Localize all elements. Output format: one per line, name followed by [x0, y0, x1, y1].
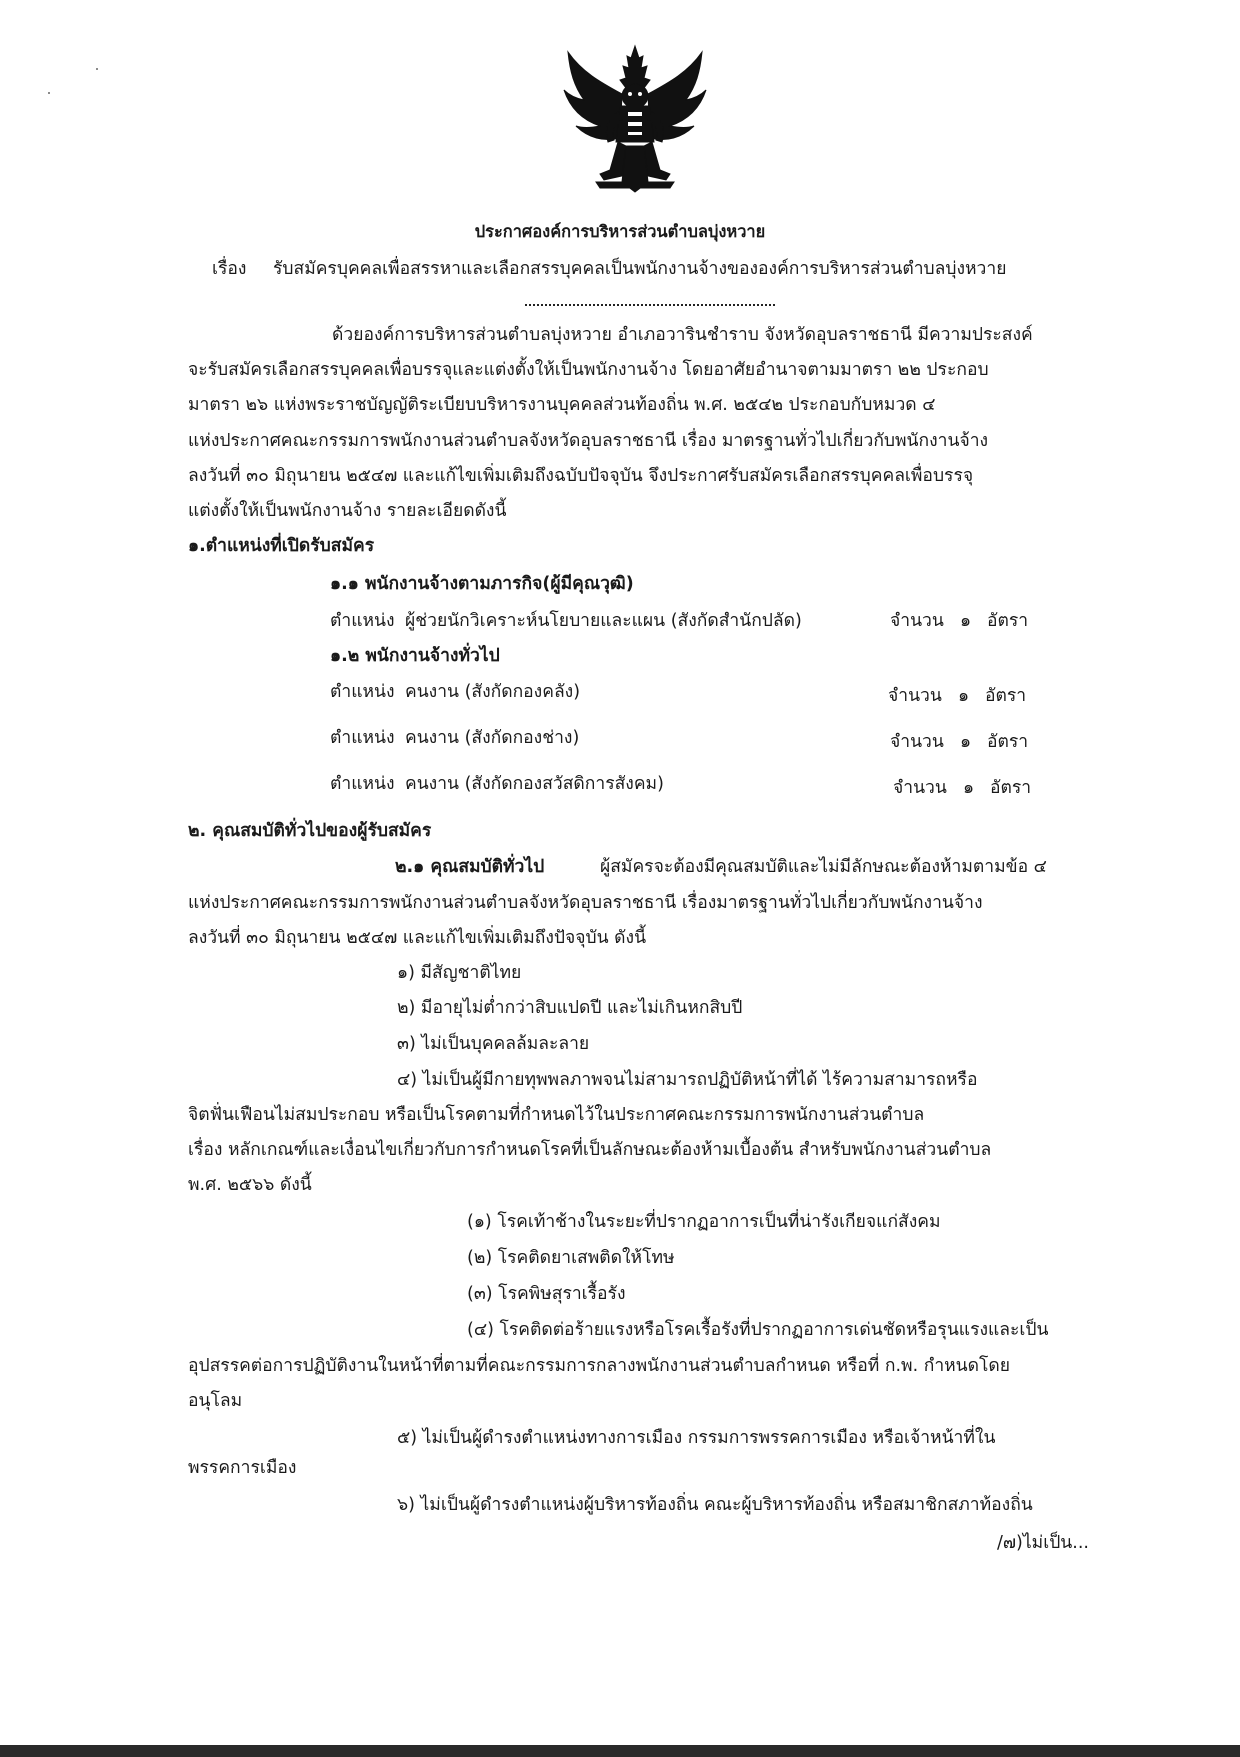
- intro-line: มาตรา ๒๖ แห่งพระราชบัญญัติระเบียบบริหารงานบุคคลส่วนท้องถิ่น พ.ศ. ๒๕๔๒ ประกอบกับหมวด ๔: [188, 395, 936, 415]
- subject-label: เรื่อง: [212, 259, 247, 279]
- position-count-label: จำนวน: [893, 778, 947, 798]
- position-count: ๑: [963, 778, 975, 798]
- subject-text: รับสมัครบุคคลเพื่อสรรหาและเลือกสรรบุคคลเป็นพนักงานจ้างขององค์การบริหารส่วนตำบลบุ่งหวาย: [273, 259, 1007, 279]
- position-count-label: จำนวน: [890, 732, 944, 752]
- position-unit: อัตรา: [987, 732, 1029, 752]
- position-label: ตำแหน่ง: [330, 774, 395, 794]
- position-unit: อัตรา: [990, 778, 1032, 798]
- qualification-item-4-line: เรื่อง หลักเกณฑ์และเงื่อนไขเกี่ยวกับการกำหนดโรคที่เป็นลักษณะต้องห้ามเบื้องต้น สำหรับพนักงานส่วนตำบล: [188, 1140, 992, 1160]
- section2-heading: ๒. คุณสมบัติทั่วไปของผู้รับสมัคร: [188, 821, 432, 841]
- position-unit: อัตรา: [987, 611, 1029, 631]
- qualification-item-4-line: จิตฟั่นเฟือนไม่สมประกอบ หรือเป็นโรคตามที่กำหนดไว้ในประกาศคณะกรรมการพนักงานส่วนตำบล: [188, 1105, 925, 1125]
- position-name: คนงาน (สังกัดกองคลัง): [405, 682, 581, 702]
- intro-line: จะรับสมัครเลือกสรรบุคคลเพื่อบรรจุและแต่งตั้งให้เป็นพนักงานจ้าง โดยอาศัยอำนาจตามมาตรา ๒๒ ประกอบ: [188, 360, 989, 380]
- page-continuation: /๗)ไม่เป็น...: [997, 1533, 1089, 1553]
- position-count: ๑: [960, 732, 972, 752]
- scan-edge: [0, 1745, 1240, 1757]
- intro-line: ลงวันที่ ๓๐ มิถุนายน ๒๕๔๗ และแก้ไขเพิ่มเติมถึงฉบับปัจจุบัน จึงประกาศรับสมัครเลือกสรรบุคคลเพื่อบรรจุ: [188, 466, 974, 486]
- qualification-item-5-line: พรรคการเมือง: [188, 1458, 297, 1478]
- qualification-item: ๓) ไม่เป็นบุคคลล้มละลาย: [397, 1034, 590, 1054]
- position-count: ๑: [958, 686, 970, 706]
- intro-line: แต่งตั้งให้เป็นพนักงานจ้าง รายละเอียดดังนี้: [188, 501, 507, 521]
- qualification-item: ๑) มีสัญชาติไทย: [397, 963, 522, 983]
- position-name: ผู้ช่วยนักวิเคราะห์นโยบายและแผน (สังกัดสำนักปลัด): [405, 611, 802, 631]
- qualification-item-5-line: ๕) ไม่เป็นผู้ดำรงตำแหน่งทางการเมือง กรรมการพรรคการเมือง หรือเจ้าหน้าที่ใน: [397, 1428, 996, 1448]
- dotted-divider: [525, 304, 775, 306]
- qualification-item-6: ๖) ไม่เป็นผู้ดำรงตำแหน่งผู้บริหารท้องถิ่น คณะผู้บริหารท้องถิ่น หรือสมาชิกสภาท้องถิ่น: [397, 1495, 1033, 1515]
- position-name: คนงาน (สังกัดกองสวัสดิการสังคม): [405, 774, 664, 794]
- disease-item-4-line: อนุโลม: [188, 1391, 243, 1411]
- scan-speck: [48, 92, 50, 94]
- section2-sub1-heading: ๒.๑ คุณสมบัติทั่วไป: [395, 857, 545, 877]
- position-name: คนงาน (สังกัดกองช่าง): [405, 728, 580, 748]
- section2-para-line: ลงวันที่ ๓๐ มิถุนายน ๒๕๔๗ และแก้ไขเพิ่มเติมถึงปัจจุบัน ดังนี้: [188, 928, 647, 948]
- garuda-emblem: [560, 42, 710, 197]
- qualification-item-4-line: ๔) ไม่เป็นผู้มีกายทุพพลภาพจนไม่สามารถปฏิบัติหน้าที่ได้ ไร้ความสามารถหรือ: [397, 1070, 978, 1090]
- position-count-label: จำนวน: [888, 686, 942, 706]
- qualification-item-4-line: พ.ศ. ๒๕๖๖ ดังนี้: [188, 1175, 312, 1195]
- intro-line: ด้วยองค์การบริหารส่วนตำบลบุ่งหวาย อำเภอวารินชำราบ จังหวัดอุบลราชธานี มีความประสงค์: [332, 325, 1033, 345]
- position-count: ๑: [960, 611, 972, 631]
- scan-speck: [96, 68, 98, 70]
- section2-para-line: แห่งประกาศคณะกรรมการพนักงานส่วนตำบลจังหวัดอุบลราชธานี เรื่องมาตรฐานทั่วไปเกี่ยวกับพนักงานจ้าง: [188, 893, 983, 913]
- disease-item: (๑) โรคเท้าช้างในระยะที่ปรากฏอาการเป็นที่น่ารังเกียจแก่สังคม: [467, 1212, 941, 1232]
- disease-item: (๒) โรคติดยาเสพติดให้โทษ: [467, 1248, 675, 1268]
- disease-item-4-line: อุปสรรคต่อการปฏิบัติงานในหน้าที่ตามที่คณะกรรมการกลางพนักงานส่วนตำบลกำหนด หรือที่ ก.พ. กำหนดโดย: [188, 1356, 1011, 1376]
- section1-heading: ๑.ตำแหน่งที่เปิดรับสมัคร: [188, 536, 375, 556]
- qualification-item: ๒) มีอายุไม่ต่ำกว่าสิบแปดปี และไม่เกินหกสิบปี: [397, 998, 743, 1018]
- intro-line: แห่งประกาศคณะกรรมการพนักงานส่วนตำบลจังหวัดอุบลราชธานี เรื่อง มาตรฐานทั่วไปเกี่ยวกับพนักงานจ้าง: [188, 431, 989, 451]
- position-count-label: จำนวน: [890, 611, 944, 631]
- disease-item: (๓) โรคพิษสุราเรื้อรัง: [467, 1284, 626, 1304]
- section1-sub2-heading: ๑.๒ พนักงานจ้างทั่วไป: [330, 646, 500, 666]
- position-label: ตำแหน่ง: [330, 611, 395, 631]
- position-unit: อัตรา: [985, 686, 1027, 706]
- position-label: ตำแหน่ง: [330, 728, 395, 748]
- document-title: ประกาศองค์การบริหารส่วนตำบลบุ่งหวาย: [474, 222, 766, 241]
- disease-item-4-line: (๔) โรคติดต่อร้ายแรงหรือโรคเรื้อรังที่ปรากฏอาการเด่นชัดหรือรุนแรงและเป็น: [467, 1320, 1049, 1340]
- section2-sub1-text: ผู้สมัครจะต้องมีคุณสมบัติและไม่มีลักษณะต้องห้ามตามข้อ ๔: [600, 857, 1047, 877]
- position-label: ตำแหน่ง: [330, 682, 395, 702]
- section1-sub1-heading: ๑.๑ พนักงานจ้างตามภารกิจ(ผู้มีคุณวุฒิ): [330, 574, 634, 594]
